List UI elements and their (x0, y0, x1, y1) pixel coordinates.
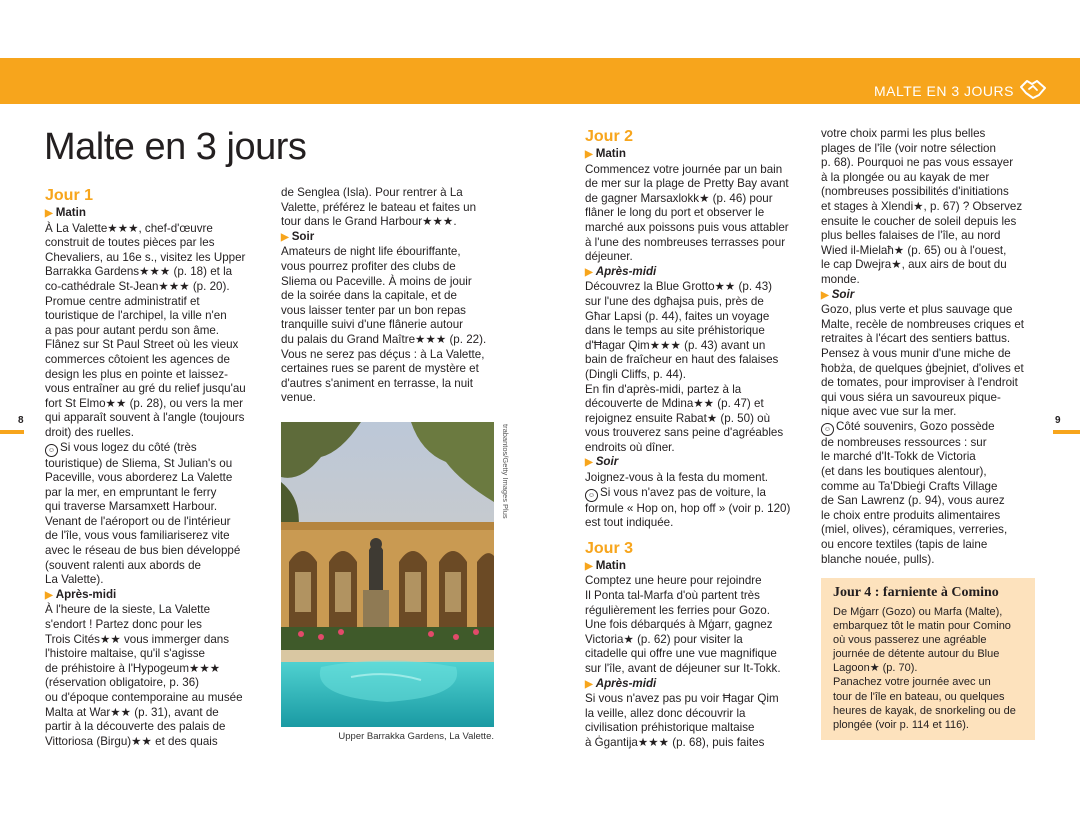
paragraph: votre choix parmi les plus belles plages de l'île (voir notre sélection p. 68). Pourquoi ne pas vous essayer à la plongée ou au kayak de mer (nombreuses possibilités d'initiations et stages à Xlendi★, p. 67) ? Observez ensuite le coucher de soleil depuis les plus belles falaises de l'île, au nord Wied il-Mielaħ★ (p. 65) ou à l'ouest, le cap Dwejra★, aux airs de bout du monde. (821, 127, 1023, 286)
section-heading: ▶ Après-midi (585, 264, 657, 278)
paragraph: À La Valette★★★, chef-d'œuvre construit de toutes pièces par les Chevaliers, au 16e s., visitez les Upper Barrakka Gardens★★★ (p. 18) et la co-cathédrale St-Jean★★★ (p. 20). Promue centre administratif et touristique de l'archipel, la ville n'en a pas pour autant perdu son âme. Flânez sur St Paul Street où les vieux commerces côtoient les agences de design les plus en pointe et laissez- vous entraîner au gré du relief jusqu'au fort St Elmo★★ (p. 28), ou vers la mer qui apparaît souvent à l'angle (toujours droit) des ruelles. ☺ Si vous logez du côté (très touristique) de Sliema, St Julian's ou Paceville, vous aborderez La Valette par la mer, en empruntant le ferry qui traverse Marsamxett Harbour. Venant de l'aéroport ou de l'intérieur de l'île, vous vous familiariserez vite avec le réseau de bus bien développé (souvent ralenti aux abords de La Valette). (45, 221, 246, 587)
photo-upper-barrakka-gardens (281, 422, 494, 727)
box-title: Jour 4 : farniente à Comino (833, 585, 999, 600)
page-marker-left (0, 430, 24, 434)
paragraph: Comptez une heure pour rejoindre Il Ponta tal-Marfa d'où partent très régulièrement les ferries pour Gozo. Une fois débarqués à Mġarr, gagnez Victoria★ (p. 62) pour visiter la citadelle qui offre une vue magnifique sur l'île, avant de déjeuner sur It-Tokk. (585, 574, 781, 675)
paragraph: Commencez votre journée par un bain de mer sur la plage de Pretty Bay avant de gagner Marsaxlokk★ (p. 46) pour flâner le long du port et observer le marché aux poissons puis vous attabler à l'une des nombreuses terrasses pour déjeuner. (585, 162, 789, 264)
day-heading: Jour 1 (45, 187, 94, 204)
triangle-icon: ▶ (585, 457, 593, 469)
paragraph: Gozo, plus verte et plus sauvage que Malte, recèle de nombreuses criques et retraites à l'écart des sentiers battus. Pensez à vous munir d'une miche de ħobża, de quelques ġbejniet, d'olives et de tomates, pour improviser à l'endroit qui vous siéra un savoureux pique- nique avec vue sur la mer. ☺ Côté souvenirs, Gozo possède de nombreuses ressources : sur le marché d'It-Tokk de Victoria (et dans les boutiques alentour), comme au Ta'Dbieġi Crafts Village de San Lawrenz (p. 94), vous aurez le choix entre produits alimentaires (miel, olives), céramiques, verreries, ou encore textiles (tapis de laine blanche nouée, pulls). (821, 303, 1024, 566)
section-heading: ▶ Soir (585, 455, 619, 469)
tip-icon: ☺ (585, 489, 598, 502)
triangle-icon: ▶ (585, 678, 593, 690)
jour4-sidebar-box (821, 578, 1035, 740)
tip-icon: ☺ (821, 423, 834, 436)
column-1 (45, 186, 267, 749)
paragraph: À l'heure de la sieste, La Valette s'endort ! Partez donc pour les Trois Cités★★ vous immerger dans l'histoire maltaise, qu'il s'agisse de préhistoire à l'Hypogeum★★★ (réservation obligatoire, p. 36) ou d'époque contemporaine au musée Malta at War★★ (p. 31), avant de partir à la découverte des palais de Vittoriosa (Birgu)★★ et des quais (45, 603, 243, 748)
section-heading: ▶ Soir (821, 287, 855, 301)
header-label: MALTE EN 3 JOURS (874, 83, 1014, 99)
section-heading: ▶ Matin (45, 206, 86, 219)
photo-credit: trabantos/Getty Images Plus (501, 424, 510, 519)
day-heading: Jour 2 (585, 128, 634, 145)
triangle-icon: ▶ (585, 149, 593, 160)
column-4 (821, 127, 1039, 567)
handshake-icon (1020, 78, 1046, 100)
day-heading: Jour 3 (585, 539, 634, 557)
section-heading: ▶ Matin (585, 558, 626, 572)
paragraph: Si vous n'avez pas pu voir Ħagar Qim la veille, allez donc découvrir la civilisation préhistorique maltaise à Ġgantija★★★ (p. 68), puis faites (585, 692, 779, 749)
page-marker-right (1053, 430, 1080, 434)
paragraph: Amateurs de night life ébouriffante, vous pourrez profiter des clubs de Sliema ou Paceville. À moins de jouir de la soirée dans la capitale, et de vous laisser tenter par un bon repas tranquille suivi d'une flânerie autour du palais du Grand Maître★★★ (p. 22). Vous ne serez pas déçus : à La Valette, certaines rues se parent de mystère et d'autres s'animent en terrasse, la nuit venue. (281, 245, 487, 405)
triangle-icon: ▶ (585, 266, 593, 278)
triangle-icon: ▶ (45, 208, 53, 219)
triangle-icon: ▶ (821, 289, 829, 301)
triangle-icon: ▶ (585, 560, 593, 572)
column-3 (585, 127, 807, 751)
section-heading: ▶ Après-midi (45, 587, 117, 601)
header-band (0, 58, 1080, 104)
page-number-left: 8 (18, 415, 24, 426)
page-number-right: 9 (1055, 415, 1061, 426)
paragraph: de Senglea (Isla). Pour rentrer à La Valette, préférez le bateau et faites un tour dans le Grand Harbour★★★. (281, 186, 477, 229)
photo-caption: Upper Barrakka Gardens, La Valette. (338, 731, 494, 742)
triangle-icon: ▶ (45, 589, 53, 601)
triangle-icon: ▶ (281, 231, 289, 243)
paragraph: Découvrez la Blue Grotto★★ (p. 43) sur l'une des dgħajsa puis, près de Għar Lapsi (p. 44), faites un voyage dans le temps au site préhistorique d'Ħagar Qim★★★ (p. 43) avant un bain de fraîcheur en haut des falaises (Dingli Cliffs, p. 44). En fin d'après-midi, partez à la découverte de Mdina★★ (p. 47) et rejoignez ensuite Rabat★ (p. 50) où vous trouverez sans peine d'agréables endroits où dîner. (585, 280, 784, 454)
page-title: Malte en 3 jours (44, 126, 307, 168)
section-heading: ▶ Après-midi (585, 676, 657, 690)
paragraph: Joignez-vous à la festa du moment. ☺ Si vous n'avez pas de voiture, la formule « Hop on, hop off » (voir p. 120) est tout indiquée. (585, 471, 791, 530)
tip-icon: ☺ (45, 444, 58, 457)
box-text: De Mġarr (Gozo) ou Marfa (Malte), embarquez tôt le matin pour Comino où vous passerez une agréable journée de détente autour du Blue Lagoon★ (p. 70). Panachez votre journée avec un tour de l'île en bateau, ou quelques heures de kayak, de snorkeling ou de plongée (voir p. 114 et 116). (833, 606, 1016, 731)
section-heading: ▶ Soir (281, 229, 315, 243)
column-2 (281, 186, 496, 406)
section-heading: ▶ Matin (585, 147, 626, 160)
